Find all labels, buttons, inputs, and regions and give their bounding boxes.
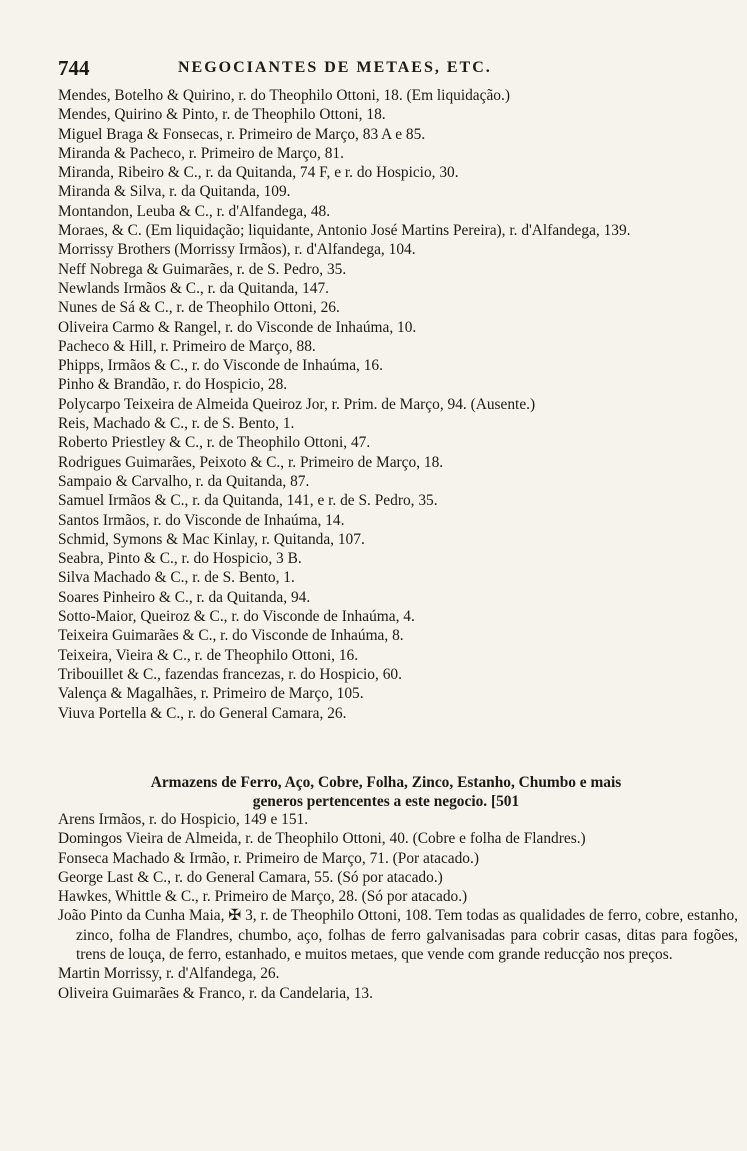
list-item: George Last & C., r. do General Camara, 55. (Só por atacado.): [58, 868, 443, 886]
list-item: Mendes, Quirino & Pinto, r. de Theophilo Ottoni, 18.: [58, 106, 386, 124]
list-item: Mendes, Botelho & Quirino, r. do Theophilo Ottoni, 18. (Em liquidação.): [58, 87, 510, 104]
list-item: Fonseca Machado & Irmão, r. Primeiro de Março, 71. (Por atacado.): [58, 849, 479, 867]
list-item: Miranda & Silva, r. da Quitanda, 109.: [58, 183, 291, 201]
list-item: Newlands Irmãos & C., r. da Quitanda, 147.: [58, 279, 329, 297]
list-item: Moraes, & C. (Em liquidação; liquidante, Antonio José Martins Pereira), r. d'Alfandega, 139.: [58, 222, 631, 240]
list-item: Pacheco & Hill, r. Primeiro de Março, 88.: [58, 337, 316, 355]
list-item: Arens Irmãos, r. do Hospicio, 149 e 151.: [58, 811, 309, 828]
list-item: Soares Pinheiro & C., r. da Quitanda, 94.: [58, 588, 311, 606]
list-item: Tribouillet & C., fazendas francezas, r. do Hospicio, 60.: [58, 665, 402, 683]
list-item: Teixeira, Vieira & C., r. de Theophilo Ottoni, 16.: [58, 646, 359, 664]
list-item: Viuva Portella & C., r. do General Camara, 26.: [58, 704, 347, 722]
list-item: Santos Irmãos, r. do Visconde de Inhaúma, 14.: [58, 511, 345, 529]
list-item: Oliveira Carmo & Rangel, r. do Visconde de Inhaúma, 10.: [58, 318, 417, 336]
section-heading-line-1: Armazens de Ferro, Aço, Cobre, Folha, Zinco, Estanho, Chumbo e mais: [150, 774, 622, 791]
list-item: Silva Machado & C., r. de S. Bento, 1.: [58, 569, 295, 587]
section-heading: [86, 773, 686, 811]
running-title: NEGOCIANTES DE METAES, ETC.: [178, 59, 492, 76]
section-heading-line-2: generos pertencentes a este negocio. [501: [252, 793, 520, 810]
list-item: Valença & Magalhães, r. Primeiro de Março, 105.: [58, 685, 364, 703]
list-item: João Pinto da Cunha Maia, ✠ 3, r. de Theophilo Ottoni, 108. Tem todas as qualidades de ferro, cobre, estanho, zinco, folha de Flandres, chumbo, aço, folhas de ferro galvanisadas para cobrir casas, ditas para fogões, trens de louça, de ferro, estanhado, e muitos metaes, que vende com grande reducção nos preços.: [58, 907, 738, 964]
list-item: Pinho & Brandão, r. do Hospicio, 28.: [58, 376, 288, 394]
page-header: [58, 56, 698, 82]
list-item: Martin Morrissy, r. d'Alfandega, 26.: [58, 965, 280, 983]
list-item: Sotto-Maior, Queiroz & C., r. do Visconde de Inhaúma, 4.: [58, 608, 415, 626]
list-item: Phipps, Irmãos & C., r. do Visconde de Inhaúma, 16.: [58, 357, 383, 375]
list-item: Montandon, Leuba & C., r. d'Alfandega, 48.: [58, 202, 331, 220]
list-item: Domingos Vieira de Almeida, r. de Theophilo Ottoni, 40. (Cobre e folha de Flandres.): [58, 830, 586, 848]
page-number: 744: [58, 56, 90, 80]
list-item: Reis, Machado & C., r. de S. Bento, 1.: [58, 415, 295, 433]
list-item: Hawkes, Whittle & C., r. Primeiro de Março, 28. (Só por atacado.): [58, 888, 468, 906]
list-item: Sampaio & Carvalho, r. da Quitanda, 87.: [58, 472, 310, 490]
list-item: Miranda & Pacheco, r. Primeiro de Março, 81.: [58, 144, 344, 162]
merchant-list: [58, 86, 738, 723]
list-item: Samuel Irmãos & C., r. da Quitanda, 141, e r. de S. Pedro, 35.: [58, 492, 438, 510]
list-item: Schmid, Symons & Mac Kinlay, r. Quitanda, 107.: [58, 530, 365, 548]
list-item: Miranda, Ribeiro & C., r. da Quitanda, 74 F, e r. do Hospicio, 30.: [58, 164, 459, 182]
list-item: Teixeira Guimarães & C., r. do Visconde de Inhaúma, 8.: [58, 627, 404, 645]
list-item: Morrissy Brothers (Morrissy Irmãos), r. d'Alfandega, 104.: [58, 241, 416, 259]
list-item: Neff Nobrega & Guimarães, r. de S. Pedro, 35.: [58, 260, 347, 278]
list-item: Oliveira Guimarães & Franco, r. da Candelaria, 13.: [58, 984, 373, 1002]
list-item: Nunes de Sá & C., r. de Theophilo Ottoni, 26.: [58, 299, 340, 317]
list-item: Rodrigues Guimarães, Peixoto & C., r. Primeiro de Março, 18.: [58, 453, 444, 471]
list-item: Roberto Priestley & C., r. de Theophilo Ottoni, 47.: [58, 434, 371, 452]
list-item: Seabra, Pinto & C., r. do Hospicio, 3 B.: [58, 550, 302, 568]
iron-merchant-list: [58, 810, 738, 1003]
list-item: Miguel Braga & Fonsecas, r. Primeiro de Março, 83 A e 85.: [58, 125, 426, 143]
list-item: Polycarpo Teixeira de Almeida Queiroz Jor, r. Prim. de Março, 94. (Ausente.): [58, 395, 536, 413]
